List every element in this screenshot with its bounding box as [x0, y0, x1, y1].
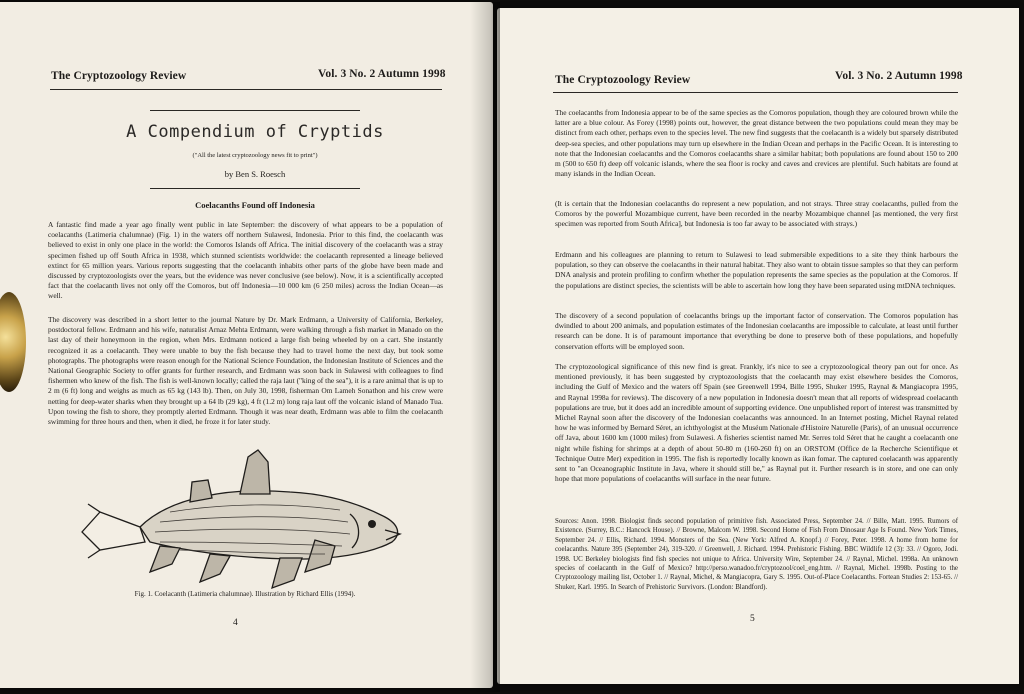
left-header-issue: Vol. 3 No. 2 Autumn 1998	[318, 68, 446, 80]
coelacanth-illustration	[80, 442, 410, 592]
right-paragraph-4: The discovery of a second population of coelacanths brings up the important factor of conservation. The Comoros population has dwindled to about 200 animals, and population estimates of the Indonesian coelacanths are impossible to calculate, at least until further research can be done. It is of paramount importance that everything be done to preserve both of these populations, and hopefully conservation efforts will be employed soon.	[555, 311, 958, 351]
right-page-number: 5	[750, 614, 755, 624]
right-page	[497, 8, 1019, 684]
left-header-rule	[50, 89, 442, 90]
right-header-issue: Vol. 3 No. 2 Autumn 1998	[835, 70, 963, 82]
left-paragraph-1: A fantastic find made a year ago finally went public in late September: the discovery of what appears to be a population of coelacanths (Latimeria chalumnae) (Fig. 1) in the waters off northern Sulawesi, Indonesia. Prior to this find, the coelacanth was believed to exist in only one place in the world: the Comoros Islands off Africa. The initial discovery of the coelacanth was a stray specimen fished up off South Africa in 1938, which stunned scientists worldwide: the coelacanth represented a lineage believed extinct for 65 million years. Various reports suggesting that the coelacanth inhabits other parts of the globe have been made and discussed by cryptozoologists over the years, but the evidence was never conclusive (see below). Now, it is a scientifically accepted fact that the coelacanth lives not only off the Comoros, but off Indonesia—10 000 km (6 250 miles) across the Indian Ocean—as well.	[48, 220, 443, 301]
left-page-number: 4	[233, 618, 238, 628]
title-top-rule	[150, 110, 360, 111]
title-bottom-rule	[150, 188, 360, 189]
sources-list: Sources: Anon. 1998. Biologist finds second population of primitive fish. Associated Press, September 24. // Bille, Matt. 1995. Rumors of Existence. (Surrey, B.C.: Hancock House). // Browne, Malcom W. 1998. Second Home of Fish From Dinosaur Age Is Found. New York Times, September 24. // Ellis, Richard. 1994. Monsters of the Sea. (New York: Alfred A. Knopf.) // Forey, Peter. 1998. A home from home for coelacanths. Nature 395 (September 24), 319-320. // Greenwell, J. Richard. 1994. Prehistoric Fishing. BBC Wildlife 12 (3): 33. // Ogoro, Jodi. 1998. UC Berkeley biologists find fish species not unique to Africa. University Wire, September 24. // Raynal, Michel. 1998a. An unknown species of coelacanth in the Gulf of Mexico? http://perso.wanadoo.fr/cryptozool/coel_eng.htm. // Raynal, Michel. 1998b. Posting to the Cryptozoology mailing list, October 1. // Raynal, Michel, & Mangiacopra, Gary S. 1995. Out-of-Place Coelacanths. Fortean Studies 2: 153-65. // Shuker, Karl. 1995. In Search of Prehistoric Survivors. (London: Blandford).	[555, 518, 958, 591]
article-subtitle: ("All the latest cryptozoology news fit to print")	[192, 152, 318, 159]
right-header-rule	[553, 92, 958, 93]
binder-ring	[0, 292, 26, 392]
right-header-title: The Cryptozoology Review	[555, 74, 691, 86]
left-header-title: The Cryptozoology Review	[51, 70, 187, 82]
article-title: A Compendium of Cryptids	[126, 122, 384, 142]
figure-caption: Fig. 1. Coelacanth (Latimeria chalumnae). Illustration by Richard Ellis (1994).	[134, 590, 356, 598]
section-title: Coelacanths Found off Indonesia	[195, 200, 315, 210]
left-page	[0, 2, 493, 688]
right-paragraph-1: The coelacanths from Indonesia appear to be of the same species as the Comoros population, though they are coloured brown while the latter are a blue colour. As Forey (1998) points out, however, the great distance between the two populations could mean they may be distinct from each other, perhaps even to the species level. The new find suggests that the coelacanth is a widely but sparsely distributed deep-sea species, and other populations may turn up elsewhere in the Indian Ocean and perhaps in the Pacific Ocean. It is interesting to note that the Indonesian coelacanths and the Comoros coelacanths share a similar habitat; both populations are found about 150 to 200 m (500 to 650 ft) deep off volcanic islands, where the sea floor is rocky and caves and crevices are plentiful. Such habitats are found at many islands in the Indian Ocean.	[555, 108, 958, 179]
right-paragraph-3: Erdmann and his colleagues are planning to return to Sulawesi to lead submersible expeditions to a site they think harbours the population, so they can observe the coelacanths in their natural habitat. They also want to obtain tissue samples so that they can perform DNA analysis and protein profiling to confirm whether the population represents the same species as the population at the Comoros. If the populations are distinct species, the scientists will be able to ascertain how long they have been separated using mtDNA techniques.	[555, 250, 958, 290]
left-paragraph-2: The discovery was described in a short letter to the journal Nature by Dr. Mark Erdmann, a University of California, Berkeley, postdoctoral fellow. Erdmann and his wife, naturalist Arnaz Mehta Erdmann, were walking through a fish market in Manado on the last day of their honeymoon in the region, when Mrs. Erdmann noticed a large fish being wheeled by on a cart. She instantly recognized it as a coelacanth. They were unable to buy the fish because they had to travel home the next day, but took some photographs. The photographs were reason enough for the National Science Foundation, the Indonesian Institute of Sciences and the National Geographic Society to offer grants for further research, and Erdmann was soon back in Sulawesi with colleagues to find fishermen who knew of the fish. The fish is well-known locally; called the raja laut ("king of the sea"), it is a rare animal that is up to 2 m (6 ft) long and weighs as much as 65 kg (143 lb). Then, on July 30, 1998, fisherman Om Lameh Sonathon and his crew were netting for deep-water sharks when they brought up a 64 lb (29 kg), 4 ft (1.2 m) long raja laut off the volcanic island of Manado Tua. Upon towing the fish to shore, they promptly alerted Erdmann. Though it was near death, Erdmann was able to film the coelacanth swimming for three hours and then, when it died, he froze it for later study.	[48, 315, 443, 427]
byline: by Ben S. Roesch	[224, 169, 286, 179]
right-paragraph-5: The cryptozoological significance of this new find is great. Frankly, it's nice to see a cryptozoological theory pan out for once. As mentioned previously, it has been suggested by cryptozoologists that the coelacanth may exist elsewhere besides the Comoros, including the Gulf of Mexico and the waters off Spain (see Greenwell 1994, Bille 1995, Shuker 1995, Raynal & Mangiacopra 1995, and Raynal 1998a for reviews). The discovery of a new population in Indonesia doesn't mean that all reports of widespread coelacanth populations are true, but it does add an incredible amount of supporting evidence. One unpublished report of interest was transmitted by Michel Raynal soon after the discovery of the Indonesian coelacanths was announced. In an Internet posting, Michel Raynal related how he was informed by Bernard Séret, an ichthyologist at the Muséum Nationale d'Histoire Naturelle (Paris), of an unusual occurrence off Java, about 1600 km (1000 miles) from Sulawesi. A fisheries scientist named Mr. Serres told Séret that he caught a coelacanth one night while fishing for shrimps at a depth of about 50-80 m (160-260 ft) on an ORSTOM (Office de la Recherche Scientifique et Technique Outre Mer) expedition in 1995. The fish is reportedly locally known as ikan fomar. The captured coelacanth was apparently sent to "an Oceanographic Institute in Java, where it should still be," as Raynal put it. Further research is in store, and one can only hope that more populations of coelacanths will surface in the near future.	[555, 362, 958, 484]
right-paragraph-2: (It is certain that the Indonesian coelacanths do represent a new population, and not strays. Three stray coelacanths, pulled from the Comoros by the powerful Mozambique current, have been recorded in the nearby Mozambique channel [as mentioned, the very first specimen was reported from South Africa], but Indonesia is too far away to be associated with strays.)	[555, 199, 958, 229]
